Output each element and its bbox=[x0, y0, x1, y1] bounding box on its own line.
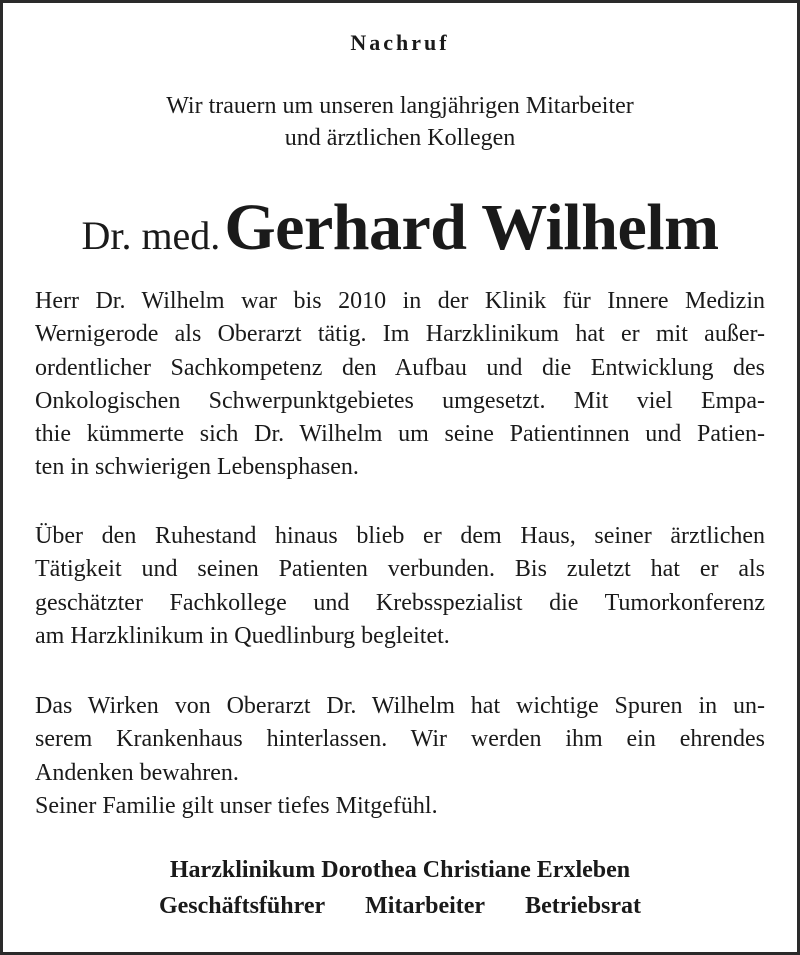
signatories bbox=[0, 893, 800, 920]
intro-line: Wir trauern um unseren langjährigen Mitarbeiter bbox=[166, 93, 634, 119]
paragraph-line: Wernigerode als Oberarzt tätig. Im Harzklinikum hat er mit außer- bbox=[35, 321, 765, 348]
intro-text bbox=[0, 90, 800, 154]
paragraph-line: ordentlicher Sachkompetenz den Aufbau und die Entwicklung des bbox=[35, 354, 765, 381]
paragraph-line: Über den Ruhestand hinaus blieb er dem Haus, seiner ärztlichen bbox=[35, 523, 765, 549]
paragraph-line: ten in schwierigen Lebensphasen. bbox=[35, 454, 359, 481]
paragraph-line: Herr Dr. Wilhelm war bis 2010 in der Klinik für Innere Medizin bbox=[35, 288, 765, 314]
paragraph-line: serem Krankenhaus hinterlassen. Wir werden ihm ein ehrendes bbox=[35, 726, 765, 753]
paragraph-line: Tätigkeit und seinen Patienten verbunden. Bis zuletzt hat er als bbox=[35, 556, 765, 583]
paragraph-line: Andenken bewahren. bbox=[35, 759, 239, 786]
paragraph-line: Onkologischen Schwerpunktgebietes umgesetzt. Mit viel Empa- bbox=[35, 387, 765, 414]
full-name: Gerhard Wilhelm bbox=[224, 191, 719, 264]
paragraph-retirement bbox=[35, 520, 765, 653]
paragraph-line: Das Wirken von Oberarzt Dr. Wilhelm hat wichtige Spuren in un- bbox=[35, 693, 765, 719]
paragraph-line: thie kümmerte sich Dr. Wilhelm um seine Patientinnen und Patien- bbox=[35, 421, 765, 448]
signatory-management: Geschäftsführer bbox=[158, 893, 326, 919]
signatory-works-council: Betriebsrat bbox=[525, 893, 642, 919]
paragraph-line: Seiner Familie gilt unser tiefes Mitgefühl. bbox=[35, 792, 438, 819]
signatory-staff: Mitarbeiter bbox=[365, 893, 486, 919]
paragraph-line: am Harzklinikum in Quedlinburg begleitet. bbox=[35, 622, 450, 649]
name-title: Dr. med. bbox=[81, 213, 221, 258]
paragraph-legacy bbox=[35, 690, 765, 823]
organization-name: Harzklinikum Dorothea Christiane Erxleben bbox=[169, 857, 631, 883]
intro-line: und ärztlichen Kollegen bbox=[284, 125, 516, 151]
paragraph-career bbox=[35, 285, 765, 485]
notice-heading: Nachruf bbox=[350, 30, 450, 55]
deceased-name bbox=[0, 190, 800, 266]
paragraph-line: geschätzter Fachkollege und Krebsspezialist die Tumorkonferenz bbox=[35, 589, 765, 616]
